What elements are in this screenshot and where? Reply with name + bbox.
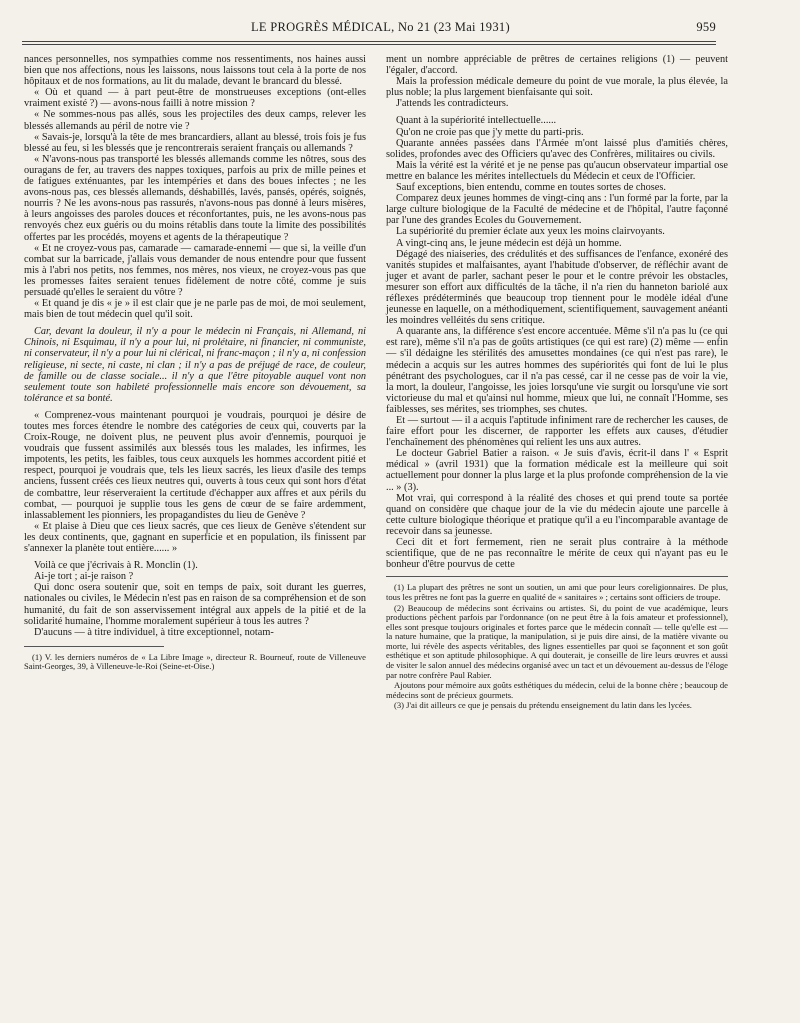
left-column [24, 54, 366, 673]
footnote: Ajoutons pour mémoire aux goûts esthétiques du médecin, celui de la bonne chère ; beaucoup de médecins sont de précieux gourmets. [386, 680, 728, 700]
paragraph: ment un nombre appréciable de prêtres de certaines religions (1) — peuvent l'égaler, d'accord. [386, 54, 728, 77]
paragraph: La supériorité du premier éclate aux yeux les moins clairvoyants. [396, 226, 665, 238]
paragraph: Mais la profession médicale demeure du point de vue morale, la plus élevée, la plus noble; la plus largement bienfaisante qui soit. [386, 76, 728, 99]
footnotes [24, 653, 366, 672]
footnote: (1) La plupart des prêtres ne sont un soutien, un ami que pour leurs coreligionnaires. De plus, tous les prêtres ne font pas la guerre en qualité de « sanitaires » ; certains sont officiers de troupe. [386, 582, 728, 602]
paragraph: Quant à la supériorité intellectuelle...... [396, 115, 557, 127]
paragraph: Qu'on ne croie pas que j'y mette du parti-pris. [396, 126, 584, 138]
paragraph: Sauf exceptions, bien entendu, comme en toutes sortes de choses. [396, 182, 666, 194]
header-rule-thin [22, 44, 716, 45]
paragraph: « Comprenez-vous maintenant pourquoi je voudrais, pourquoi je désire de toutes mes forces étendre le nombre des catégories de ceux qui, couverts par la Croix-Rouge, ne doivent plus, ne peuvent plus avoir d'ennemis, pourquoi je voudrais que fussent assimilés aux blessés tous les malades, les infirmes, les impotents, les petits, les faibles, tous ceux auxquels les hommes accordent pitié et respect, pourquoi je voudrais que, tels les lieux sacrés, les lieux d'asile des temps anciens, fussent créés ces lieux neutres qui, ouverts à tous ceux qui sont hors d'état de combattre, leur réserveraient la certitude d'échapper aux affres et aux périls du combat, — pourquoi je supplie tous les gens de cœur de se faire ardemment, inlassablement les pionniers, les propagandistes du lieu de Genève ? [24, 409, 366, 521]
paragraph: A vingt-cinq ans, le jeune médecin est déjà un homme. [396, 237, 622, 249]
paragraph: A quarante ans, la différence s'est encore accentuée. Même s'il n'a pas lu (ce qui est rare), même s'il n'a pas de goûts artistiques (ce qui est rare) (2) même — enfin — s'il dédaigne les stérilités des amusettes mondaines (ce qui n'est pas rare), le médecin a acquis sur les autres hommes des supériorités qui font de lui le plus pénétrant des psychologues, car il n'a pas cessé, car il ne cesse pas de voir la vie, la mort, la douleur, l'angoisse, les joies lorsqu'une vie surgit ou lorsqu'une vie sort victorieuse du mal et qu'ainsi nul homme, mieux que lui, ne connaît l'Homme, ses faiblesses, ses mérites, ses triomphes, ses chutes. [386, 326, 728, 415]
paragraph: Voilà ce que j'écrivais à R. Monclin (1). [34, 560, 198, 572]
paragraph: Quarante années passées dans l'Armée m'ont laissé plus d'amitiés chères, solides, profondes avec des Officiers qu'avec des Confrères, militaires ou civils. [386, 137, 728, 160]
page-header [26, 18, 716, 38]
paragraph: Qui donc osera soutenir que, soit en temps de paix, soit durant les guerres, nationales ou civiles, le Médecin n'est pas en raison de sa compréhension et de son humanité, du fait de son asservissement intégral aux appels de la pitié et de la solidarité humaine, l'homme moralement supérieur à tous les autres ? [24, 582, 366, 627]
running-title: LE PROGRÈS MÉDICAL, No 21 (23 Mai 1931) [251, 20, 510, 34]
footnote: (3) J'ai dit ailleurs ce que je pensais du prétendu enseignement du latin dans les lycées. [394, 700, 692, 711]
paragraph: Le docteur Gabriel Batier a raison. « Je suis d'avis, écrit-il dans l' « Esprit médical » (avril 1931) que la formation médicale est la meilleure qui soit actuellement pour donner la plus large et la plus profonde compréhension de la vie ... » (3). [386, 448, 728, 493]
paragraph: D'aucuns — à titre individuel, à titre exceptionnel, notam- [34, 626, 274, 638]
paragraph: J'attends les contradicteurs. [396, 98, 509, 110]
footnote-separator [386, 576, 728, 577]
page-number: 959 [696, 20, 716, 34]
italic-paragraph: Car, devant la douleur, il n'y a pour le médecin ni Français, ni Allemand, ni Chinois, ni Esquimau, il n'y a pour lui, ni prolétaire, ni financier, ni communiste, ni conservateur, il n'y a pour lui ni clérical, ni franc-maçon ; il n'y a, ni confession religieuse, ni secte, ni caste, ni clan ; il n'y a pas de préjugé de race, de couleur, de famille ou de classe sociale... il n'y a que l'être pitoyable auquel vont non seulement toute son habileté professionnelle mais encore son dévouement, sa tolérance et sa bonté. [24, 326, 366, 404]
paragraph: Ceci dit et fort fermement, rien ne serait plus contraire à la méthode scientifique, que de ne pas reconnaître le mérite de ceux qui n'ayant pas eu le bonheur d'être pourvus de cette [386, 537, 728, 571]
paragraph: « Et quand je dis « je » il est clair que je ne parle pas de moi, de moi seulement, mais bien de tout médecin quel qu'il soit. [24, 298, 366, 321]
paragraph: Dégagé des niaiseries, des crédulités et des suffisances de l'enfance, exonéré des vanités stupides et malfaisantes, ayant l'habitude d'observer, de réfléchir avant de juger et avant de parler, sachant peser le pour et le contre prévoir les obstacles, mesurer son effort aux difficultés de la tâche, il n'a rien du hanneton bariolé aux réflexes prédéterminés que beaucoup trop tiennent pour le modèle idéal d'une jeunesse en laquelle, on a méthodiquement, scientifiquement, sauvagement anéanti les moindres velléités du sens critique. [386, 248, 728, 327]
right-column [386, 54, 728, 712]
paragraph: Ai-je tort ; ai-je raison ? [34, 571, 134, 583]
paragraph: « Où et quand — à part peut-être de monstrueuses exceptions (ont-elles vraiment existé ?) — avons-nous failli à notre mission ? [24, 87, 366, 110]
footnote-separator [24, 646, 164, 647]
header-rule-thick [22, 41, 716, 42]
paragraph: « Et plaise à Dieu que ces lieux sacrés, que ces lieux de Genève s'étendent sur les deux continents, que, gagnant en superficie et en population, ils finissent par s'annexer la planète tout entière...... » [24, 520, 366, 555]
paragraph: nances personnelles, nos sympathies comme nos ressentiments, nos haines aussi bien que nos affections, nous les laissons, nous laissons tout cela à la porte de nos hôpitaux et de nos formations, au lit du malade, devant le brancard du blessé. [24, 54, 366, 88]
footnotes [386, 583, 728, 711]
paragraph: « Savais-je, lorsqu'à la tête de mes brancardiers, allant au blessé, trois fois je fus blessé au feu, si les blessés que je rencontrerais seraient français ou allemands ? [24, 131, 366, 154]
paragraph: Et — surtout — il a acquis l'aptitude infiniment rare de rechercher les causes, de faire effort pour les discerner, de rapporter les effets aux causes, d'étudier l'enchaînement des phénomènes qui relient les uns aux autres. [386, 415, 728, 449]
paragraph: « Ne sommes-nous pas allés, sous les projectiles des deux camps, relever les blessés allemands au péril de notre vie ? [24, 109, 366, 132]
paragraph: « N'avons-nous pas transporté les blessés allemands comme les nôtres, sous des ouragans de fer, au travers des nappes toxiques, parfois au prix de mille peines et de fatigues exténuantes, par les intempéries et dans des boues infectes ; ne les avons-nous pas, ces blessés allemands, déshabillés, lavés, pansés, opérés, soignés, nourris ? Ne les avons-nous pas rassurés, n'avons-nous pas donné à leurs misères, à leurs angoisses des paroles douces et réconfortantes, puis, ne les avons-nous pas renvoyés chez eux guéris ou du moins rétablis dans toute la limite des possibilités offertes par les procédés, moyens et agents de la thérapeutique ? [24, 153, 366, 243]
paragraph: Mot vrai, qui correspond à la réalité des choses et qui prend toute sa portée quand on considère que chaque jour de la vie du médecin ajoute une parcelle à cette culture biologique théorique et pratique qu'il a eu l'incomparable avantage de recevoir dans sa jeunesse. [386, 492, 728, 537]
paragraph: « Et ne croyez-vous pas, camarade — camarade-ennemi — que si, la veille d'un combat sur la barricade, j'allais vous demander de nous entendre pour que fussent mis à l'abri nos petits, nos femmes, nos mères, nos vieux, ne croyez-vous pas que les promesses faites seraient tenues fidèlement de notre côté, comme je suis persuadé qu'elles le seraient du vôtre ? [24, 242, 366, 298]
paragraph: Mais la vérité est la vérité et je ne pense pas qu'aucun observateur impartial ose mettre en balance les mérites intellectuels du Médecin et ceux de l'Officier. [386, 159, 728, 182]
footnote: (1) V. les derniers numéros de « La Libre Image », directeur R. Bourneuf, route de Villeneuve Saint-Georges, 39, à Villeneuve-le-Roi (Seine-et-Oise.) [24, 651, 366, 672]
paragraph: Comparez deux jeunes hommes de vingt-cinq ans : l'un formé par la forte, par la large culture biologique de la Faculté de médecine et de l'hôpital, l'autre façonné par l'une des grandes Ecoles du Gouvernement. [386, 193, 728, 227]
footnote: (2) Beaucoup de médecins sont écrivains ou artistes. Si, du point de vue académique, leurs productions pèchent parfois par l'ordonnance (on ne peut être à la fois amateur et professionnel), elles sont presque toujours originales et fortes parce que le médecin connaît — telle qu'elle est — la nature humaine, que la pratique, la manipulation, si je puis dire ainsi, de la matière vivante ou morte, lui révèle des aspects véritables, des lignes essentielles par quoi se façonnent et son goût esthétique et son aptitude philosophique. A qui douterait, je conseille de lire leurs œuvres et aussi de visiter le salon annuel des médecins organisé avec un tact et un dévouement au-dessus de l'éloge par notre confrère Paul Rabier. [386, 602, 728, 680]
